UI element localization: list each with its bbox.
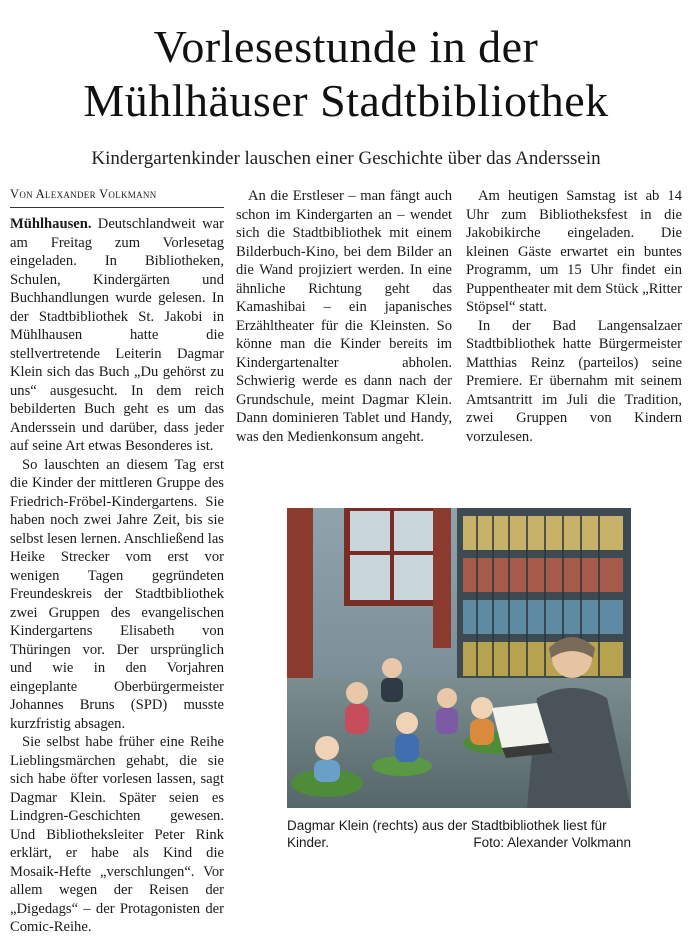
article-column-3 bbox=[466, 187, 682, 446]
headline-line-2: Mühlhäuser Stadtbibliothek bbox=[83, 75, 609, 126]
caption-text: Dagmar Klein (rechts) aus der Stadtbibliothek liest für Kinder. bbox=[287, 818, 607, 850]
paragraph-1 bbox=[10, 215, 224, 456]
photo-credit: Foto: Alexander Volkmann bbox=[473, 835, 631, 850]
library-reading-photo bbox=[287, 508, 631, 808]
dateline: Mühlhausen. bbox=[10, 216, 92, 232]
photo-caption bbox=[287, 817, 631, 851]
article-photo bbox=[287, 508, 631, 808]
paragraph-4: An die Erstleser – man fängt auch schon im Kindergarten an – wendet sich die Stadtbibliothek mit einem Bilderbuch-Kino, bei dem Bilder an die Wand projiziert werden. In eine ähnliche Richtung geht das Kamashibai – ein japanisches Erzähltheater für die Kleinsten. So könne man die Kinder bereits im Kindergartenalter abholen. Schwierig werde es dann nach der Grundschule, meint Dagmar Klein. Dann dominieren Tablet und Handy, was den Medienkonsum angeht. bbox=[236, 188, 452, 445]
paragraph-6: In der Bad Langensalzaer Stadtbibliothek hatte Bürgermeister Matthias Reinz (parteilos) seine Premiere. Er übernahm mit seinem Amtsantritt im Juli die Tradition, zwei Gruppen von Kindern vorzulesen. bbox=[466, 317, 682, 445]
article-column-2 bbox=[236, 187, 452, 446]
paragraph-5: Am heutigen Samstag ist ab 14 Uhr zum Bibliotheksfest in die Jakobikirche eingeladen. Die kleinen Gäste erwartet ein buntes Programm, um 15 Uhr findet ein Puppentheater mit dem Stück „Ritter Stöpsel“ statt. bbox=[466, 188, 682, 315]
paragraph-1-text: Deutschlandweit war am Freitag zum Vorlesetag eingeladen. In Bibliotheken, Schulen, Kindergärten und Buchhandlungen wurde gelesen. In der Stadtbibliothek St. Jakobi in Mühlhausen hatte die stellvertretende Leiterin Dagmar Klein sich das Buch „Du gehörst zu uns“ ausgesucht. In dem reich bebilderten Buch geht es um das Anderssein und darüber, dass jeder auf seine Art etwas Besonderes ist. bbox=[10, 216, 224, 454]
paragraph-3: Sie selbst habe früher eine Reihe Lieblingsmärchen gehabt, die sie sich habe öfter vorlesen lassen, sagt Dagmar Klein. Später seien es Lindgren-Geschichten gewesen. Und Bibliotheksleiter Peter Rink erklärt, er habe als Kind die Mosaik-Hefte „verschlungen“. Vor allem wegen der Reisen der „Digedags“ – der Protagonisten der Comic-Reihe. bbox=[10, 734, 224, 935]
headline-line-1: Vorlesestunde in der bbox=[153, 21, 539, 72]
article-column-1 bbox=[10, 187, 224, 937]
paragraph-2: So lauschten an diesem Tag erst die Kinder der mittleren Gruppe des Friedrich-Fröbel-Kindergartens. Sie haben noch zwei Jahre Zeit, bis sie selbst lesen lernen. Anschließend las Heike Strecker vom erst vor wenigen Tagen gegründeten Freundeskreis der Stadtbibliothek zwei Gruppen des evangelischen Kindergartens Elisabeth von Thüringen vor. Der ursprünglich und wie in den Vorjahren eingeplante Oberbürgermeister Johannes Bruns (SPD) musste kurzfristig absagen. bbox=[10, 456, 224, 732]
byline: Von Alexander Volkmann bbox=[10, 187, 224, 208]
headline bbox=[0, 20, 692, 128]
subheadline: Kindergartenkinder lauschen einer Geschichte über das Anderssein bbox=[91, 148, 601, 169]
